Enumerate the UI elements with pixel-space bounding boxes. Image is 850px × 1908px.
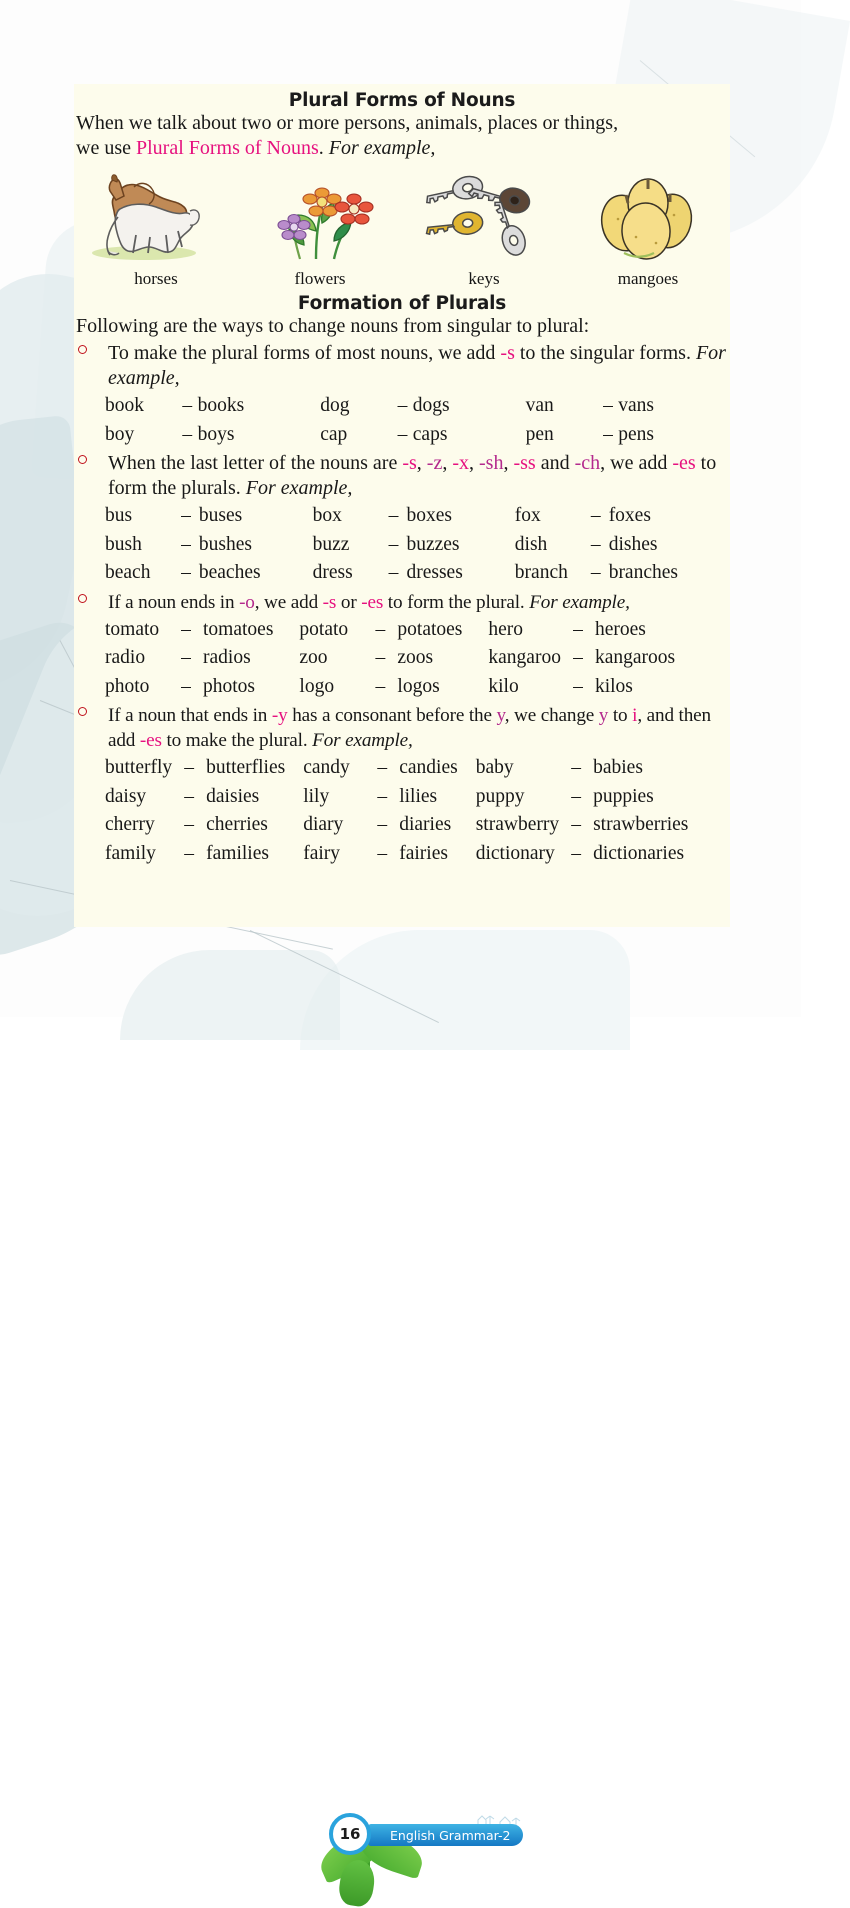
rule-ends-in-o-examples bbox=[105, 616, 701, 702]
text-run: If a noun ends in bbox=[108, 591, 240, 613]
picture-item bbox=[238, 167, 402, 289]
page-number-badge bbox=[329, 1813, 371, 1855]
rule-ends-in-o-text bbox=[108, 590, 730, 615]
pair-dash: – bbox=[182, 423, 193, 445]
pair-dash: – bbox=[590, 562, 601, 583]
pair-dash: – bbox=[388, 505, 399, 526]
text-run: has a consonant before the bbox=[287, 705, 497, 726]
text-run: -s bbox=[322, 591, 337, 613]
text-run: -s bbox=[500, 342, 515, 364]
pair-dash: – bbox=[377, 785, 388, 807]
flowers-illustration bbox=[238, 167, 402, 263]
singular-word: puppy bbox=[475, 785, 525, 807]
text-run: -es bbox=[672, 452, 696, 474]
bullet-circle-icon bbox=[78, 594, 87, 603]
plural-word: pens bbox=[618, 423, 654, 445]
plural-word: buzzes bbox=[406, 533, 460, 555]
pair-dash: – bbox=[590, 505, 601, 526]
singular-word: tomato bbox=[105, 618, 160, 640]
plural-word: beaches bbox=[198, 562, 261, 583]
pair-dash: – bbox=[377, 814, 388, 835]
text-run: To make the plural forms of most nouns, we add bbox=[108, 342, 501, 364]
text-run: , we add bbox=[600, 452, 673, 474]
text-run: For example, bbox=[312, 730, 413, 751]
text-run: , and then add bbox=[108, 705, 711, 751]
singular-word: logo bbox=[299, 675, 335, 697]
text-run: , we add bbox=[254, 591, 323, 613]
singular-word: branch bbox=[514, 562, 568, 583]
singular-word: dictionary bbox=[475, 842, 555, 864]
pair-dash: – bbox=[182, 395, 193, 416]
text-run: y bbox=[598, 705, 609, 726]
plural-word: cherries bbox=[206, 814, 268, 835]
plural-word: lilies bbox=[399, 785, 438, 807]
singular-word: lily bbox=[303, 785, 330, 807]
pair-dash: – bbox=[573, 647, 583, 668]
plural-word: daisies bbox=[206, 785, 260, 807]
plural-word: boys bbox=[197, 423, 235, 445]
mangoes-illustration bbox=[566, 167, 730, 263]
plural-word: babies bbox=[593, 757, 643, 778]
plural-word: boxes bbox=[406, 505, 452, 526]
intro-line-1: When we talk about two or more persons, animals, places or things, bbox=[76, 112, 619, 134]
example-picture-row bbox=[74, 167, 730, 289]
text-run: , bbox=[503, 452, 514, 474]
singular-word: book bbox=[105, 395, 144, 416]
pair-dash: – bbox=[184, 785, 195, 807]
rule-add-es bbox=[74, 451, 730, 501]
singular-word: family bbox=[105, 842, 156, 864]
text-run: -o bbox=[239, 591, 255, 613]
plural-word: puppies bbox=[593, 785, 654, 807]
text-run: y bbox=[496, 705, 505, 726]
pair-dash: – bbox=[181, 647, 191, 668]
singular-word: fairy bbox=[303, 842, 341, 864]
plural-word: branches bbox=[608, 562, 678, 583]
intro-for-example: For example, bbox=[328, 137, 436, 159]
page-number: 16 bbox=[339, 1825, 361, 1843]
pair-dash: – bbox=[375, 675, 386, 697]
text-run: to form the plurals. bbox=[108, 452, 717, 499]
text-run: -ch bbox=[574, 452, 601, 474]
singular-word: buzz bbox=[312, 533, 350, 555]
plural-word: dresses bbox=[406, 562, 463, 583]
rule-ends-in-o bbox=[74, 590, 730, 615]
plural-word: zoos bbox=[397, 647, 434, 668]
word-pair-row bbox=[105, 811, 706, 840]
word-pair-row bbox=[105, 502, 730, 531]
bullet-circle-icon bbox=[78, 345, 87, 354]
text-run: -z bbox=[426, 452, 443, 474]
singular-word: strawberry bbox=[475, 814, 560, 835]
picture-caption: flowers bbox=[294, 269, 346, 288]
text-run: , bbox=[442, 452, 453, 474]
singular-word: beach bbox=[105, 562, 151, 583]
plural-word: candies bbox=[399, 757, 458, 778]
plural-word: fairies bbox=[399, 842, 448, 864]
text-run: , we change bbox=[504, 705, 599, 726]
text-run: -y bbox=[271, 705, 288, 726]
singular-word: box bbox=[312, 505, 342, 526]
plural-word: families bbox=[206, 842, 269, 864]
text-run: If a noun that ends in bbox=[108, 705, 272, 726]
word-pair-row bbox=[105, 754, 706, 783]
rule-add-s bbox=[74, 341, 730, 391]
plural-word: radios bbox=[203, 647, 251, 668]
intro-highlight: Plural Forms of Nouns bbox=[135, 137, 319, 159]
pair-dash: – bbox=[184, 814, 195, 835]
plural-word: bushes bbox=[198, 533, 252, 555]
pair-dash: – bbox=[375, 618, 386, 640]
text-run: to the singular forms. bbox=[514, 342, 696, 364]
singular-word: cherry bbox=[105, 814, 155, 835]
rule-ends-in-y-text bbox=[108, 703, 730, 753]
pair-dash: – bbox=[603, 395, 613, 416]
pair-dash: – bbox=[571, 814, 581, 835]
singular-word: candy bbox=[303, 757, 350, 778]
book-title: English Grammar-2 bbox=[390, 1827, 511, 1843]
picture-item bbox=[566, 167, 730, 289]
singular-word: kangaroo bbox=[488, 647, 561, 668]
plural-word: kilos bbox=[594, 675, 633, 697]
singular-word: van bbox=[525, 395, 554, 416]
text-run: and bbox=[535, 452, 575, 474]
intro-line-2-suffix: . bbox=[318, 137, 329, 159]
pair-dash: – bbox=[397, 395, 408, 416]
pair-dash: – bbox=[397, 423, 408, 445]
rule-ends-in-y bbox=[74, 703, 730, 753]
text-run: For example, bbox=[108, 342, 726, 389]
plural-word: photos bbox=[203, 675, 256, 697]
text-run: -ss bbox=[513, 452, 536, 474]
word-pair-row bbox=[105, 840, 706, 869]
pair-dash: – bbox=[388, 562, 399, 583]
pair-dash: – bbox=[181, 618, 191, 640]
picture-caption: keys bbox=[468, 269, 500, 288]
singular-word: daisy bbox=[105, 785, 147, 807]
singular-word: boy bbox=[105, 423, 135, 445]
plural-word: dictionaries bbox=[593, 842, 685, 864]
picture-caption: mangoes bbox=[617, 269, 679, 288]
singular-word: pen bbox=[525, 423, 554, 445]
word-pair-row bbox=[105, 644, 701, 673]
text-run: -sh bbox=[479, 452, 504, 474]
text-run: For example, bbox=[245, 477, 353, 499]
text-run: -x bbox=[452, 452, 470, 474]
section-title-formation: Formation of Plurals bbox=[297, 293, 507, 314]
pair-dash: – bbox=[181, 675, 191, 697]
rule-add-es-text bbox=[108, 451, 730, 501]
page-footer bbox=[0, 905, 801, 1843]
text-run: When the last letter of the nouns are bbox=[108, 452, 403, 474]
singular-word: kilo bbox=[488, 675, 519, 697]
plural-word: books bbox=[197, 395, 245, 416]
plural-word: diaries bbox=[399, 814, 452, 835]
picture-item bbox=[402, 167, 566, 289]
pair-dash: – bbox=[571, 785, 581, 807]
plural-word: foxes bbox=[608, 505, 651, 526]
word-pair-row bbox=[105, 783, 706, 812]
pair-dash: – bbox=[571, 842, 581, 864]
intro-paragraph bbox=[74, 111, 730, 161]
text-run: or bbox=[336, 591, 362, 613]
bullet-circle-icon bbox=[78, 707, 87, 716]
pair-dash: – bbox=[375, 647, 386, 668]
text-run: to form the plural. bbox=[383, 591, 530, 613]
text-run: -es bbox=[361, 591, 384, 613]
text-run: -es bbox=[139, 730, 162, 751]
plural-word: potatoes bbox=[397, 618, 463, 640]
pair-dash: – bbox=[603, 423, 613, 445]
singular-word: fox bbox=[514, 505, 541, 526]
plural-word: caps bbox=[412, 423, 448, 445]
text-run: i bbox=[632, 705, 638, 726]
singular-word: cap bbox=[320, 423, 348, 445]
singular-word: potato bbox=[299, 618, 349, 640]
page-title: Plural Forms of Nouns bbox=[288, 90, 516, 111]
singular-word: photo bbox=[105, 675, 150, 697]
rule-ends-in-y-examples bbox=[105, 754, 706, 868]
content-panel bbox=[74, 84, 730, 927]
plural-word: buses bbox=[198, 505, 243, 526]
pair-dash: – bbox=[590, 533, 601, 555]
rules-list bbox=[74, 341, 730, 868]
book-title-banner bbox=[368, 1824, 523, 1846]
pair-dash: – bbox=[573, 675, 583, 697]
singular-word: hero bbox=[488, 618, 524, 640]
singular-word: dress bbox=[312, 562, 353, 583]
pair-dash: – bbox=[181, 533, 191, 555]
pair-dash: – bbox=[181, 505, 191, 526]
pair-dash: – bbox=[184, 842, 195, 864]
pair-dash: – bbox=[181, 562, 191, 583]
text-run: For example, bbox=[529, 591, 630, 613]
singular-word: bus bbox=[105, 505, 133, 526]
singular-word: baby bbox=[475, 757, 514, 778]
plural-word: logos bbox=[397, 675, 440, 697]
plural-word: tomatoes bbox=[203, 618, 274, 640]
word-pair-row bbox=[105, 531, 730, 560]
plural-word: heroes bbox=[594, 618, 646, 640]
pair-dash: – bbox=[573, 618, 583, 640]
pair-dash: – bbox=[377, 757, 388, 778]
plural-word: strawberries bbox=[593, 814, 689, 835]
plural-word: dogs bbox=[412, 395, 450, 416]
text-run: to bbox=[608, 705, 633, 726]
pair-dash: – bbox=[571, 757, 581, 778]
plural-word: dishes bbox=[608, 533, 658, 555]
word-pair-row bbox=[105, 616, 701, 645]
singular-word: dog bbox=[320, 395, 350, 416]
picture-item bbox=[74, 167, 238, 289]
word-pair-row bbox=[105, 392, 730, 421]
rule-add-es-examples bbox=[105, 502, 730, 588]
singular-word: radio bbox=[105, 647, 146, 668]
singular-word: zoo bbox=[299, 647, 328, 668]
singular-word: bush bbox=[105, 533, 142, 555]
singular-word: butterfly bbox=[105, 757, 173, 778]
plural-word: kangaroos bbox=[594, 647, 676, 668]
word-pair-row bbox=[105, 559, 730, 588]
plural-word: butterflies bbox=[206, 757, 286, 778]
text-run: , bbox=[469, 452, 480, 474]
rule-add-s-text bbox=[108, 341, 730, 391]
plural-word: vans bbox=[618, 395, 654, 416]
singular-word: dish bbox=[514, 533, 548, 555]
horses-illustration bbox=[74, 167, 238, 263]
keys-illustration bbox=[402, 167, 566, 263]
word-pair-row bbox=[105, 673, 701, 702]
text-run: -s bbox=[402, 452, 417, 474]
text-run: to make the plural. bbox=[161, 730, 313, 751]
formation-intro: Following are the ways to change nouns from singular to plural: bbox=[76, 315, 590, 337]
rule-add-s-examples bbox=[105, 392, 730, 449]
bullet-circle-icon bbox=[78, 455, 87, 464]
text-run: , bbox=[416, 452, 427, 474]
singular-word: diary bbox=[303, 814, 344, 835]
intro-line-2-prefix: we use bbox=[76, 137, 136, 159]
pair-dash: – bbox=[184, 757, 195, 778]
pair-dash: – bbox=[388, 533, 399, 555]
pair-dash: – bbox=[377, 842, 388, 864]
word-pair-row bbox=[105, 421, 730, 450]
picture-caption: horses bbox=[134, 269, 178, 288]
